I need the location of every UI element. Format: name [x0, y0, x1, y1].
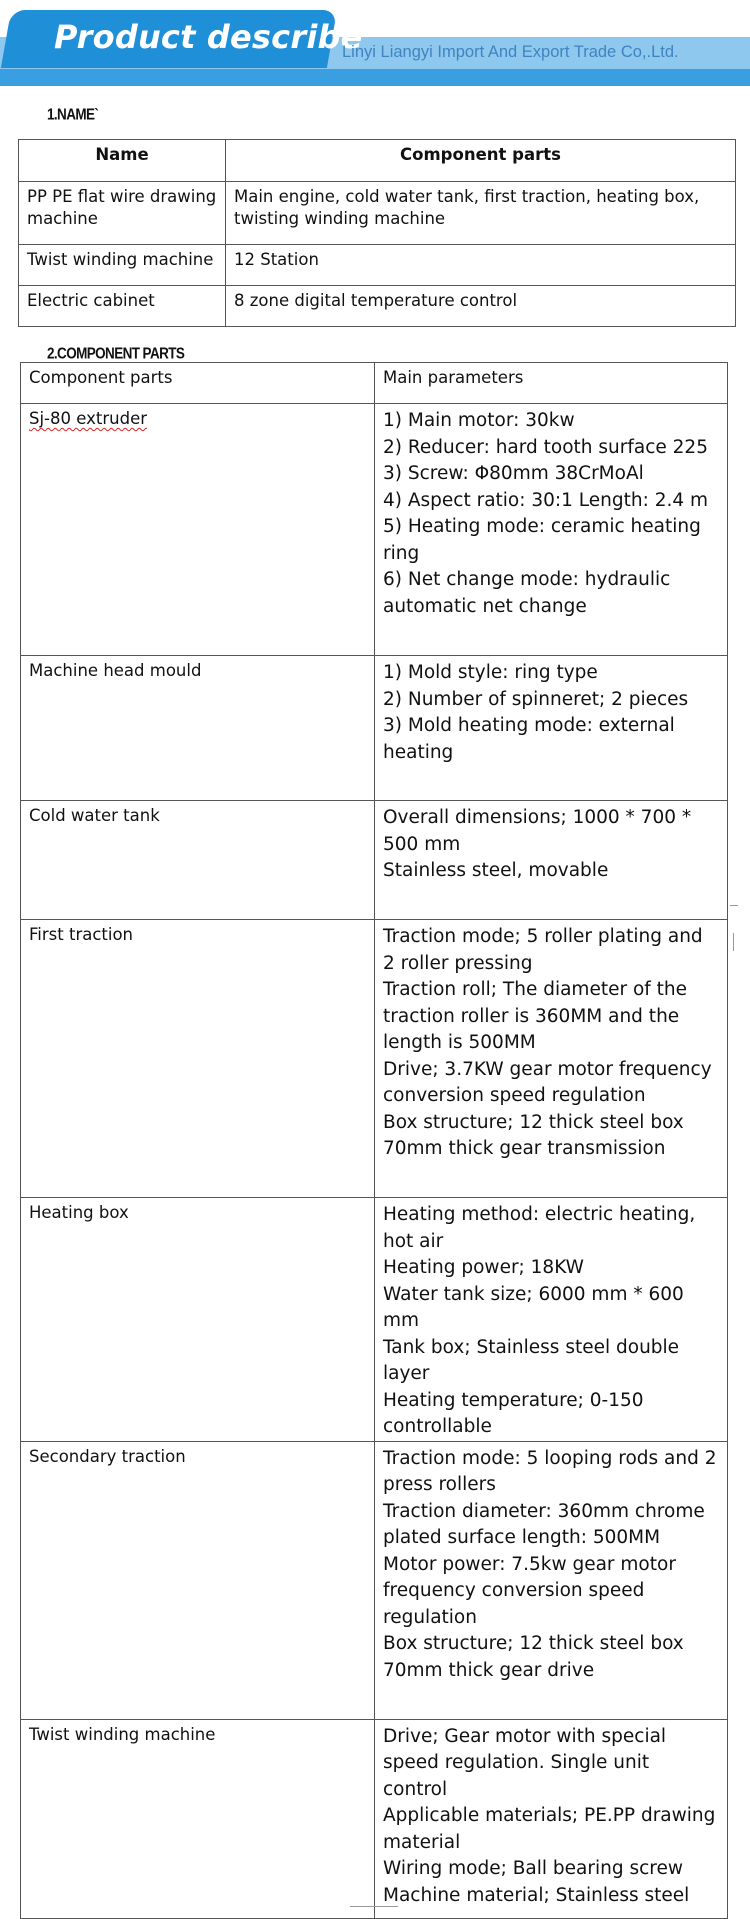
cell-name: PP PE flat wire drawing machine: [19, 182, 226, 245]
table-row: [19, 182, 736, 245]
param-line: Overall dimensions; 1000 * 700 * 500 mm: [383, 807, 692, 855]
param-line: Applicable materials; PE.PP drawing material: [383, 1805, 716, 1853]
param-line: Heating temperature; 0-150 controllable: [383, 1389, 644, 1437]
cell-params: [375, 404, 728, 656]
edge-mark: [733, 933, 734, 951]
param-line: 2) Number of spinneret; 2 pieces: [383, 688, 689, 710]
param-line: Box structure; 12 thick steel box 70mm thick gear drive: [383, 1633, 684, 1681]
table-row: [19, 245, 736, 286]
table-row: [21, 801, 728, 920]
cell-component: Heating box: [21, 1198, 375, 1442]
component-label: Sj-80 extruder: [29, 409, 147, 428]
param-line: Box structure; 12 thick steel box 70mm thick gear transmission: [383, 1111, 684, 1159]
table-row: [21, 1441, 728, 1719]
cell-component: Machine head mould: [21, 656, 375, 801]
name-table: [18, 139, 736, 327]
param-line: Water tank size; 6000 mm * 600 mm: [383, 1283, 684, 1331]
cell-params: [375, 1198, 728, 1442]
cell-name: Electric cabinet: [19, 286, 226, 327]
param-line: 3) Mold heating mode: external heating: [383, 715, 675, 763]
param-line: Heating power; 18KW: [383, 1257, 584, 1278]
table-row: [21, 1198, 728, 1442]
param-line: Heating method: electric heating, hot air: [383, 1204, 696, 1252]
edge-mark: [730, 905, 738, 906]
column-header-component-parts: Component parts: [21, 363, 375, 404]
cell-component: [21, 404, 375, 656]
param-line: 3) Screw: Φ80mm 38CrMoAl: [383, 463, 644, 484]
cell-component: First traction: [21, 920, 375, 1198]
param-line: Drive; Gear motor with special speed regulation. Single unit control: [383, 1725, 667, 1800]
param-line: 2) Reducer: hard tooth surface 225: [383, 436, 708, 458]
cell-name: Twist winding machine: [19, 245, 226, 286]
banner-band-dark: [0, 69, 750, 86]
column-header-component-parts: Component parts: [226, 140, 736, 182]
param-line: 1) Main motor: 30kw: [383, 410, 575, 431]
edge-mark: [350, 1906, 398, 1907]
table-header-row: [19, 140, 736, 182]
cell-params: [375, 1441, 728, 1719]
param-line: 5) Heating mode: ceramic heating ring: [383, 516, 701, 564]
param-line: Wiring mode; Ball bearing screw: [383, 1858, 683, 1879]
section-heading-component-parts: 2.COMPONENT PARTS: [47, 344, 185, 363]
header-banner: [0, 0, 750, 90]
cell-component: Cold water tank: [21, 801, 375, 920]
param-line: Traction mode: 5 looping rods and 2 press rollers: [383, 1447, 717, 1495]
cell-params: [375, 920, 728, 1198]
param-line: Machine material; Stainless steel: [383, 1884, 690, 1906]
table-header-row: [21, 363, 728, 404]
cell-parts: Main engine, cold water tank, first traction, heating box, twisting winding machine: [226, 182, 736, 245]
cell-component: Secondary traction: [21, 1441, 375, 1719]
cell-parts: 12 Station: [226, 245, 736, 286]
param-line: 1) Mold style: ring type: [383, 662, 598, 683]
param-line: Tank box; Stainless steel double layer: [383, 1336, 680, 1384]
company-name: Linyi Liangyi Import And Export Trade Co,.Ltd.: [342, 43, 679, 61]
table-row: [19, 286, 736, 327]
table-row: [21, 920, 728, 1198]
table-row: [21, 404, 728, 656]
column-header-name: Name: [19, 140, 226, 182]
param-line: 6) Net change mode: hydraulic automatic net change: [383, 569, 671, 617]
table-row: [21, 656, 728, 801]
param-line: Traction roll; The diameter of the traction roller is 360MM and the length is 500MM: [383, 979, 688, 1053]
param-line: Motor power: 7.5kw gear motor frequency conversion speed regulation: [383, 1553, 676, 1628]
param-line: Stainless steel, movable: [383, 860, 609, 881]
param-line: Traction mode; 5 roller plating and 2 roller pressing: [383, 926, 703, 974]
section-heading-name: 1.NAME`: [47, 105, 99, 124]
param-line: Drive; 3.7KW gear motor frequency conversion speed regulation: [383, 1058, 712, 1106]
cell-component: Twist winding machine: [21, 1719, 375, 1918]
cell-params: [375, 801, 728, 920]
cell-parts: 8 zone digital temperature control: [226, 286, 736, 327]
cell-params: [375, 1719, 728, 1918]
table-row: [21, 1719, 728, 1918]
column-header-main-parameters: Main parameters: [375, 363, 728, 404]
param-line: 4) Aspect ratio: 30:1 Length: 2.4 m: [383, 489, 709, 511]
param-line: Traction diameter: 360mm chrome plated surface length: 500MM: [383, 1500, 705, 1548]
page-title: Product describe: [54, 18, 363, 56]
cell-params: [375, 656, 728, 801]
component-parts-table: [20, 362, 728, 1919]
